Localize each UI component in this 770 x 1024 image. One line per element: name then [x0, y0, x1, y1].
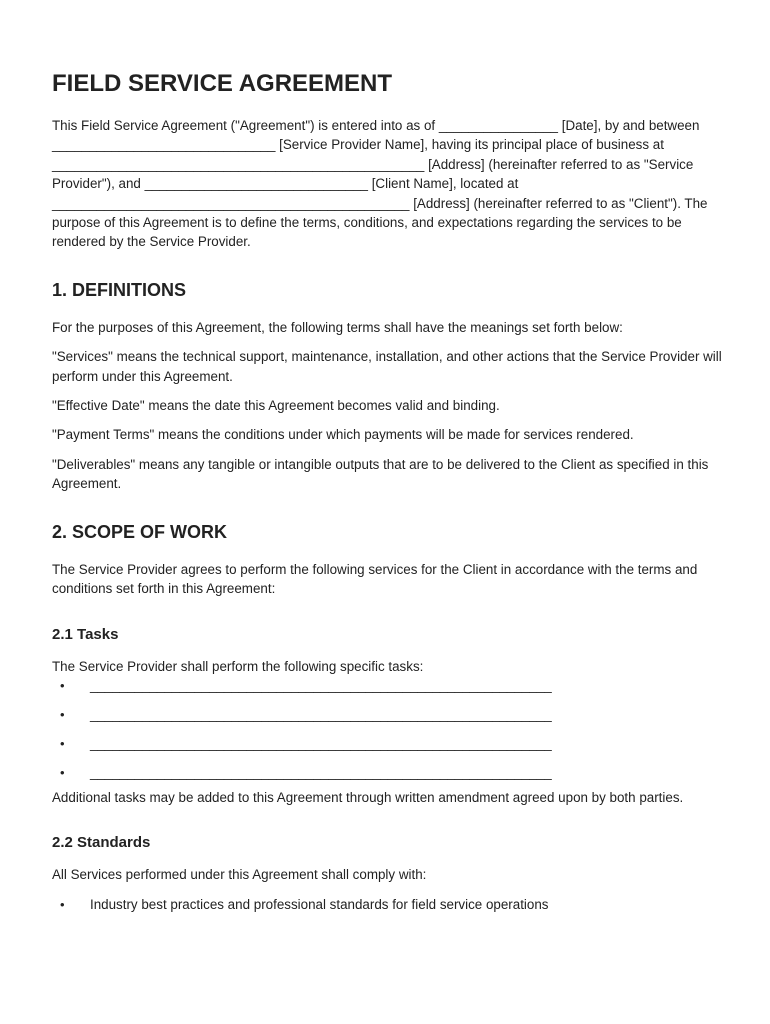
- definition-payment-terms: "Payment Terms" means the conditions under which payments will be made for services rendered.: [52, 427, 634, 443]
- tasks-lead: The Service Provider shall perform the following specific tasks:: [52, 658, 424, 674]
- tasks-heading: 2.1 Tasks: [52, 625, 119, 643]
- definitions-lead: For the purposes of this Agreement, the following terms shall have the meanings set forth below:: [52, 319, 623, 335]
- task-blank-line: ______________________________________________________________: [90, 677, 552, 693]
- list-item: [52, 705, 722, 734]
- document-page: [52, 68, 722, 914]
- definition-deliverables: "Deliverables" means any tangible or intangible outputs that are to be delivered to the Client as specified in this Agreement.: [52, 456, 709, 492]
- definitions-heading: 1. DEFINITIONS: [52, 279, 187, 300]
- intro-paragraph: This Field Service Agreement ("Agreement") is entered into as of ________________ [Date], by and between ______________________________ [Service Provider Name], having its principal place of business at __________________________________________________ [Address] (hereinafter referred to as "Service Provider"), and ______________________________ [Client Name], located at ________________________________________________ [Address] (hereinafter referred to as "Client"). The purpose of this Agreement is to define the terms, conditions, and expectations regarding the services to be rendered by the Service Provider.: [52, 118, 708, 250]
- task-list: [52, 676, 722, 792]
- list-item: [52, 763, 722, 792]
- additional-tasks-note: Additional tasks may be added to this Agreement through written amendment agreed upon by both parties.: [52, 789, 684, 805]
- definition-services: "Services" means the technical support, maintenance, installation, and other actions that the Service Provider will perform under this Agreement.: [52, 349, 722, 384]
- list-item: [52, 895, 722, 914]
- bullet-icon: •: [60, 735, 65, 751]
- bullet-icon: •: [60, 677, 65, 693]
- task-blank-line: ______________________________________________________________: [90, 764, 552, 780]
- task-blank-line: ______________________________________________________________: [90, 706, 552, 722]
- list-item: [52, 676, 722, 705]
- bullet-icon: •: [60, 764, 65, 780]
- document-title: FIELD SERVICE AGREEMENT: [52, 70, 393, 97]
- bullet-icon: •: [60, 896, 65, 912]
- scope-lead: The Service Provider agrees to perform the following services for the Client in accordance with the terms and conditions set forth in this Agreement:: [52, 561, 698, 597]
- standards-list: [52, 895, 722, 914]
- list-item: [52, 734, 722, 763]
- standard-item: Industry best practices and professional standards for field service operations: [90, 896, 549, 912]
- scope-heading: 2. SCOPE OF WORK: [52, 521, 228, 542]
- standards-lead: All Services performed under this Agreement shall comply with:: [52, 867, 427, 883]
- task-blank-line: ______________________________________________________________: [90, 735, 552, 751]
- definition-effective-date: "Effective Date" means the date this Agreement becomes valid and binding.: [52, 398, 500, 414]
- bullet-icon: •: [60, 706, 65, 722]
- standards-heading: 2.2 Standards: [52, 834, 151, 852]
